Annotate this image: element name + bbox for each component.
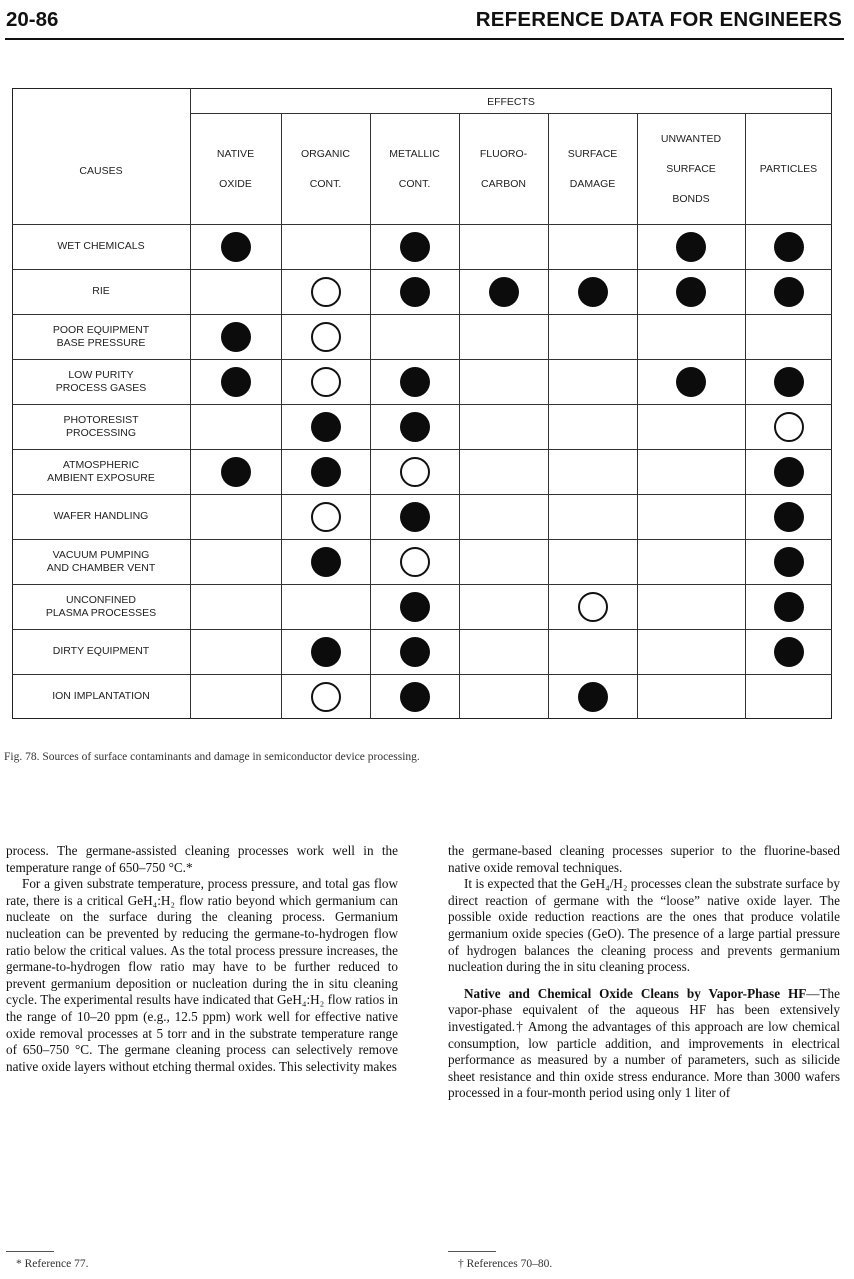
section-paragraph [448, 986, 840, 1102]
column-header: BONDS [672, 192, 710, 205]
cause-label-line: PROCESSING [65, 426, 136, 439]
column-header: FLUORO- [479, 147, 528, 160]
column-header: DAMAGE [569, 177, 616, 190]
filled-circle-mark [774, 367, 804, 397]
paragraph: It is expected that the GeH₄/H₂ processes clean the substrate surface by direct reaction of germane with the “loose” native oxide layer. The possible oxide reduction reactions are the ones that produce volatile germanium oxide species (GeO). The presence of a large partial pressure of hydrogen balances the cleaning process and prevents germanium nucleation during the in situ cleaning process. [448, 876, 840, 975]
cause-label [12, 359, 190, 404]
cause-label-line: RIE [92, 285, 110, 297]
footnote-rule [448, 1251, 496, 1252]
footnote-right: † References 70–80. [458, 1258, 553, 1270]
column-header: CONT. [398, 177, 431, 190]
open-circle-mark [311, 502, 341, 532]
cause-label-line: WET CHEMICALS [57, 240, 145, 252]
cause-label-line: POOR EQUIPMENT [52, 323, 150, 336]
cause-label-line: ION IMPLANTATION [52, 690, 150, 702]
filled-circle-mark [400, 412, 430, 442]
cause-label [12, 224, 190, 269]
cause-label [12, 269, 190, 314]
cause-label-line: VACUUM PUMPING [52, 548, 150, 561]
cause-label-line: ATMOSPHERIC [62, 458, 140, 471]
cause-label-line: PHOTORESIST [63, 413, 139, 426]
left-text-column [6, 843, 398, 1075]
cause-label-line: PROCESS GASES [55, 381, 147, 394]
header-rule [5, 38, 844, 40]
filled-circle-mark [774, 232, 804, 262]
filled-circle-mark [774, 592, 804, 622]
filled-circle-mark [311, 457, 341, 487]
filled-circle-mark [400, 682, 430, 712]
filled-circle-mark [676, 232, 706, 262]
cause-label-line: AND CHAMBER VENT [46, 561, 156, 574]
figure-caption: Fig. 78. Sources of surface contaminants and damage in semiconductor device processing. [4, 751, 420, 763]
filled-circle-mark [221, 232, 251, 262]
filled-circle-mark [221, 457, 251, 487]
cause-label [12, 629, 190, 674]
filled-circle-mark [311, 412, 341, 442]
cause-label [12, 539, 190, 584]
filled-circle-mark [400, 277, 430, 307]
filled-circle-mark [311, 637, 341, 667]
page-header [6, 2, 842, 36]
section-text: —The vapor-phase equivalent of the aqueous HF has been extensively investigated.† Among the advantages of this approach are low chemical consumption, low particle addition, and improvements in electrical performance as measured by a number of parameters, such as silicide sheet resistance and thin oxide stress endurance. More than 3000 wafers processed in a four-month period using only 1 liter of [448, 985, 840, 1101]
cause-label-line: LOW PURITY [68, 368, 134, 381]
column-header: ORGANIC [300, 147, 350, 160]
column-header: CARBON [481, 177, 526, 190]
column-header: SURFACE [666, 162, 716, 175]
column-header: CONT. [309, 177, 342, 190]
open-circle-mark [578, 592, 608, 622]
grid-line [190, 113, 832, 114]
cause-label [12, 584, 190, 629]
filled-circle-mark [774, 457, 804, 487]
open-circle-mark [311, 322, 341, 352]
cause-label-line: UNCONFINED [66, 593, 136, 606]
column-header: METALLIC [389, 147, 440, 160]
cause-label [12, 404, 190, 449]
cause-effect-matrix [12, 88, 834, 721]
effects-label: EFFECTS [487, 96, 535, 108]
paragraph: For a given substrate temperature, process pressure, and total gas flow rate, there is a critical GeH₄:H₂ flow ratio beyond which germanium can nucleate on the surface during the cleaning process. Germanium nucleation can be prevented by reducing the germane-to-hydrogen flow ratio below the critical values. As the total process pressure increases, the germane-to-hydrogen flow ratio may have to be further reduced to prevent germanium deposition or nucleation during the in situ cleaning cycle. The experimental results have indicated that GeH₄:H₂ flow ratios in the range of 10–20 ppm (e.g., 12.5 ppm) work well for effective native oxide removal processes at 5 torr and in the substrate temperature range of 650–750 °C. The germane cleaning process can selectively remove native oxide layers without etching thermal oxides. This selectivity makes [6, 876, 398, 1074]
filled-circle-mark [221, 322, 251, 352]
paragraph: the germane-based cleaning processes superior to the fluorine-based native oxide removal techniques. [448, 843, 840, 875]
filled-circle-mark [578, 682, 608, 712]
cause-label [12, 494, 190, 539]
column-header: SURFACE [567, 147, 618, 160]
open-circle-mark [400, 457, 430, 487]
cause-label-line: AMBIENT EXPOSURE [47, 471, 155, 484]
cause-label-line: BASE PRESSURE [56, 336, 146, 349]
filled-circle-mark [400, 637, 430, 667]
column-header: NATIVE [216, 147, 255, 160]
footnote-rule [6, 1251, 54, 1252]
filled-circle-mark [578, 277, 608, 307]
page-number: 20-86 [6, 8, 59, 31]
cause-label [12, 314, 190, 359]
cause-label [12, 674, 190, 719]
filled-circle-mark [400, 592, 430, 622]
filled-circle-mark [676, 277, 706, 307]
open-circle-mark [400, 547, 430, 577]
cause-label-line: WAFER HANDLING [53, 510, 149, 522]
column-header: UNWANTED [660, 132, 722, 145]
filled-circle-mark [400, 367, 430, 397]
filled-circle-mark [774, 547, 804, 577]
filled-circle-mark [774, 637, 804, 667]
cause-label-line: PLASMA PROCESSES [45, 606, 157, 619]
right-text-column [448, 843, 840, 1102]
running-title: REFERENCE DATA FOR ENGINEERS [475, 8, 842, 31]
cause-label-line: DIRTY EQUIPMENT [52, 645, 150, 657]
filled-circle-mark [676, 367, 706, 397]
filled-circle-mark [311, 547, 341, 577]
footnote-left: * Reference 77. [16, 1258, 89, 1270]
filled-circle-mark [400, 502, 430, 532]
filled-circle-mark [221, 367, 251, 397]
column-header: OXIDE [219, 177, 252, 190]
filled-circle-mark [489, 277, 519, 307]
paragraph: process. The germane-assisted cleaning processes work well in the temperature range of 650–750 °C.* [6, 843, 398, 875]
filled-circle-mark [774, 277, 804, 307]
open-circle-mark [774, 412, 804, 442]
filled-circle-mark [400, 232, 430, 262]
section-heading: Native and Chemical Oxide Cleans by Vapor-Phase HF [464, 985, 807, 1001]
open-circle-mark [311, 277, 341, 307]
open-circle-mark [311, 367, 341, 397]
causes-label: CAUSES [79, 165, 123, 177]
filled-circle-mark [774, 502, 804, 532]
open-circle-mark [311, 682, 341, 712]
cause-label [12, 449, 190, 494]
column-header: PARTICLES [759, 162, 818, 175]
